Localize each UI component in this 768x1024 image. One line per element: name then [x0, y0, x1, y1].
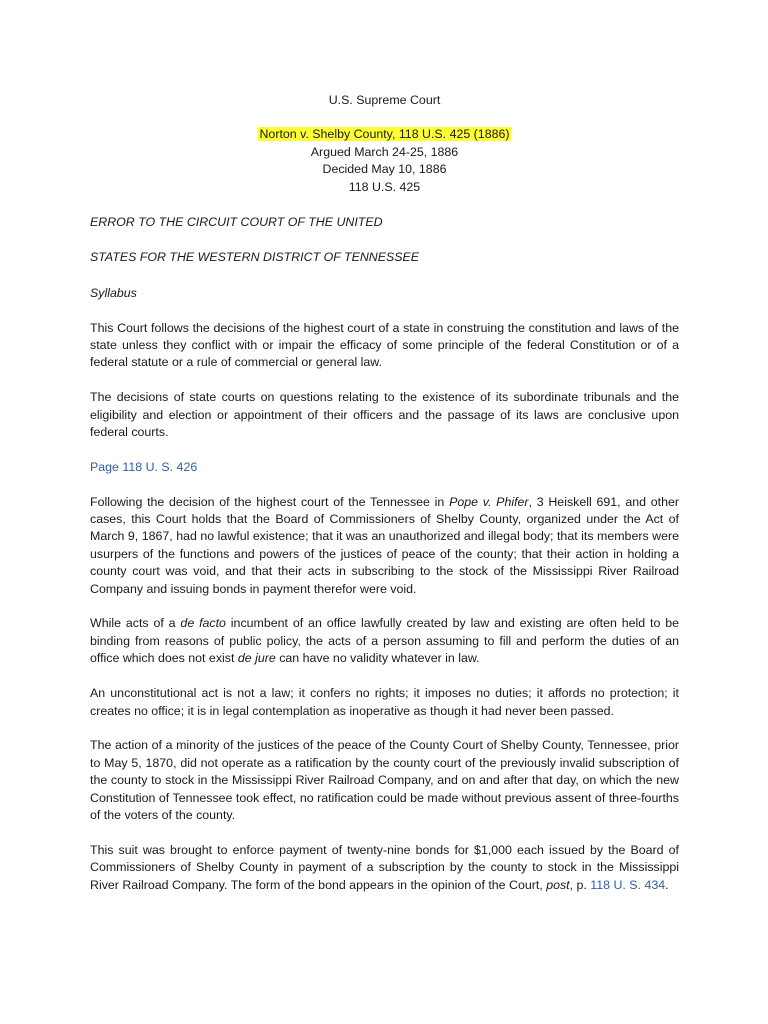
case-title: Norton v. Shelby County, 118 U.S. 425 (1886): [259, 127, 510, 142]
term-post: post: [546, 877, 570, 892]
term-de-facto: de facto: [180, 616, 226, 631]
syllabus-paragraph-7: [90, 842, 679, 894]
error-line-2: STATES FOR THE WESTERN DISTRICT OF TENNESSEE: [90, 250, 420, 265]
case-header: [90, 126, 679, 196]
p7-text-c: , p.: [569, 877, 591, 892]
syllabus-paragraph-3: [90, 494, 679, 598]
p7-text-a: This suit was brought to enforce payment of twenty-nine bonds for $1,000 each issued by the Board of Commissioners of Shelby County in payment of a subscription by the county to stock in the Mississippi River Railroad Company. The form of the bond appears in the opinion of the Court,: [90, 842, 679, 892]
p4-text-c: incumbent of an office lawfully created by law and existing are often held to be binding from reasons of public policy, the acts of a person assuming to fill and perform the duties of an office which does not exist: [90, 616, 679, 666]
p4-text-e: can have no validity whatever in law.: [275, 651, 480, 666]
page-reference-link[interactable]: Page 118 U. S. 426: [90, 459, 198, 474]
p3-text-c: , 3 Heiskell 691, and other cases, this Court holds that the Board of Commissioners of Shelby County, organized under the Act of March 9, 1867, had no lawful existence; that it was an unauthorized and illegal body; that its members were usurpers of the functions and powers of the justices of peace of the county; that their action in holding a county court was void, and that their acts in subscribing to the stock of the Mississippi River Railroad Company and issuing bonds in payment therefor were void.: [90, 494, 679, 596]
term-de-jure: de jure: [237, 651, 276, 666]
syllabus-paragraph-5: An unconstitutional act is not a law; it confers no rights; it imposes no duties; it affords no protection; it creates no office; it is in legal contemplation as inoperative as though it had never been passed.: [90, 686, 679, 718]
page-434-link[interactable]: 118 U. S. 434: [590, 877, 666, 892]
decided-date: Decided May 10, 1886: [322, 162, 447, 177]
case-name-pope-v-phifer: Pope v. Phifer: [449, 494, 529, 509]
p4-text-a: While acts of a: [90, 616, 181, 631]
document-page: [90, 92, 679, 911]
court-name: U.S. Supreme Court: [328, 93, 441, 107]
p3-text-a: Following the decision of the highest court of the Tennessee in: [90, 494, 450, 509]
p7-text-d: .: [665, 877, 669, 892]
case-citation: 118 U.S. 425: [348, 179, 421, 194]
syllabus-paragraph-4: [90, 615, 679, 667]
syllabus-paragraph-6: The action of a minority of the justices of the peace of the County Court of Shelby County, Tennessee, prior to May 5, 1870, did not operate as a ratification by the county court of the previously invalid subscription of the county to stock in the Mississippi River Railroad Company, and on and after that day, on which the new Constitution of Tennessee took effect, no ratification could be made without previous assent of three-fourths of the voters of the county.: [90, 738, 679, 822]
argued-date: Argued March 24-25, 1886: [310, 144, 459, 159]
syllabus-paragraph-2: The decisions of state courts on questions relating to the existence of its subordinate tribunals and the eligibility and election or appointment of their officers and the passage of its laws are conclusive upon federal courts.: [90, 390, 679, 440]
syllabus-label: Syllabus: [90, 285, 137, 300]
syllabus-paragraph-1: This Court follows the decisions of the highest court of a state in construing the constitution and laws of the state unless they conflict with or impair the efficacy of some principle of the federal Constitution or of a federal statute or a rule of commercial or general law.: [90, 320, 679, 370]
error-line-1: ERROR TO THE CIRCUIT COURT OF THE UNITED: [90, 215, 383, 230]
